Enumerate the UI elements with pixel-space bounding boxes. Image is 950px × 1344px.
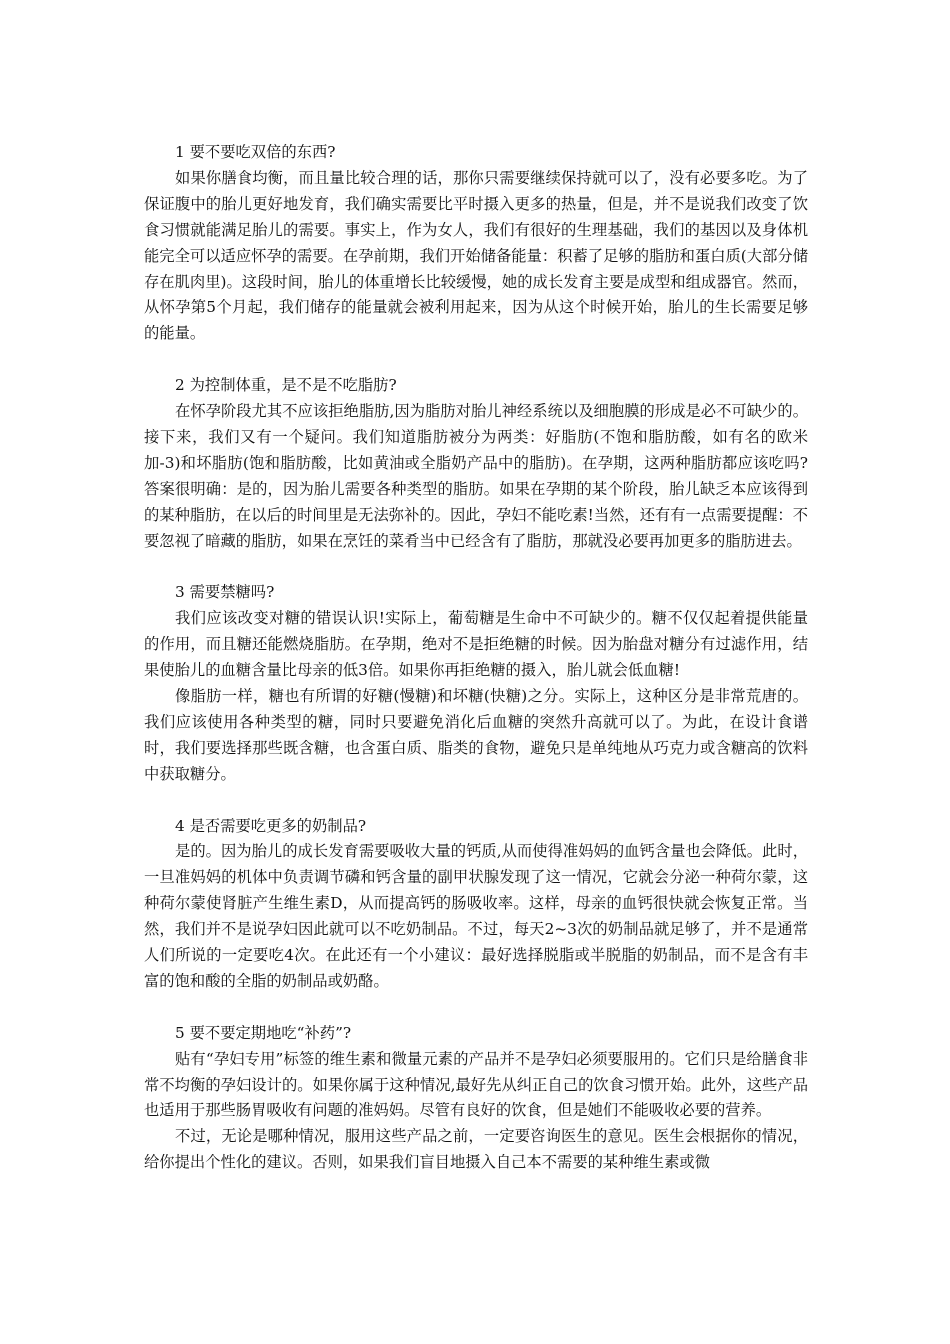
section-paragraph: 在怀孕阶段尤其不应该拒绝脂肪,因为脂肪对胎儿神经系统以及细胞膜的形成是必不可缺少的。接下来，我们又有一个疑问。我们知道脂肪被分为两类：好脂肪(不饱和脂肪酸，如有名的欧米加-3)和坏脂肪(饱和脂肪酸，比如黄油或全脂奶产品中的脂肪)。在孕期，这两种脂肪都应该吃吗?答案很明确：是的，因为胎儿需要各种类型的脂肪。如果在孕期的某个阶段，胎儿缺乏本应该得到的某种脂肪，在以后的时间里是无法弥补的。因此，孕妇不能吃素!当然，还有有一点需要提醒：不要忽视了暗藏的脂肪，如果在烹饪的菜肴当中已经含有了脂肪，那就没必要再加更多的脂肪进去。 — [144, 402, 808, 550]
section-paragraph: 不过，无论是哪种情况，服用这些产品之前，一定要咨询医生的意见。医生会根据你的情况，给你提出个性化的建议。否则，如果我们盲目地摄入自己本不需要的某种维生素或微 — [144, 1127, 808, 1172]
section-heading: 4 是否需要吃更多的奶制品? — [175, 816, 367, 835]
section-paragraph: 我们应该改变对糖的错误认识!实际上，葡萄糖是生命中不可缺少的。糖不仅仅起着提供能量的作用，而且糖还能燃烧脂肪。在孕期，绝对不是拒绝糖的时候。因为胎盘对糖分有过滤作用，结果使胎儿的血糖含量比母亲的低3倍。如果你再拒绝糖的摄入，胎儿就会低血糖! — [144, 609, 808, 680]
section-5 — [144, 1021, 808, 1176]
section-paragraph: 贴有“孕妇专用”标签的维生素和微量元素的产品并不是孕妇必须要服用的。它们只是给膳食非常不均衡的孕妇设计的。如果你属于这种情况,最好先从纠正自己的饮食习惯开始。此外，这些产品也适用于那些肠胃吸收有问题的准妈妈。尽管有良好的饮食，但是她们不能吸收必要的营养。 — [144, 1049, 808, 1120]
section-1 — [144, 140, 808, 347]
section-paragraph: 如果你膳食均衡，而且量比较合理的话，那你只需要继续保持就可以了，没有必要多吃。为了保证腹中的胎儿更好地发育，我们确实需要比平时摄入更多的热量，但是，并不是说我们改变了饮食习惯就能满足胎儿的需要。事实上，作为女人，我们有很好的生理基础，我们的基因以及身体机能完全可以适应怀孕的需要。在孕前期，我们开始储备能量：积蓄了足够的脂肪和蛋白质(大部分储存在肌肉里)。这段时间，胎儿的体重增长比较缓慢，她的成长发育主要是成型和组成器官。然而，从怀孕第5个月起，我们储存的能量就会被利用起来，因为从这个时候开始，胎儿的生长需要足够的能量。 — [144, 168, 808, 343]
section-heading: 2 为控制体重，是不是不吃脂肪? — [175, 376, 397, 395]
section-heading: 5 要不要定期地吃“补药”? — [175, 1023, 352, 1042]
section-heading: 3 需要禁糖吗? — [175, 583, 275, 602]
section-2 — [144, 373, 808, 554]
section-4 — [144, 814, 808, 995]
section-3 — [144, 580, 808, 787]
section-heading: 1 要不要吃双倍的东西? — [175, 143, 336, 161]
section-paragraph: 像脂肪一样，糖也有所谓的好糖(慢糖)和坏糖(快糖)之分。实际上，这种区分是非常荒唐的。我们应该使用各种类型的糖，同时只要避免消化后血糖的突然升高就可以了。为此，在设计食谱时，我们要选择那些既含糖，也含蛋白质、脂类的食物，避免只是单纯地从巧克力或含糖高的饮料中获取糖分。 — [144, 687, 808, 783]
section-paragraph: 是的。因为胎儿的成长发育需要吸收大量的钙质,从而使得准妈妈的血钙含量也会降低。此时，一旦准妈妈的机体中负责调节磷和钙含量的副甲状腺发现了这一情况，它就会分泌一种荷尔蒙，这种荷尔蒙使肾脏产生维生素D，从而提高钙的肠吸收率。这样，母亲的血钙很快就会恢复正常。当然，我们并不是说孕妇因此就可以不吃奶制品。不过，每天2~3次的奶制品就足够了，并不是通常人们所说的一定要吃4次。在此还有一个小建议：最好选择脱脂或半脱脂的奶制品，而不是含有丰富的饱和酸的全脂的奶制品或奶酪。 — [144, 842, 808, 990]
document-page — [144, 140, 808, 1176]
